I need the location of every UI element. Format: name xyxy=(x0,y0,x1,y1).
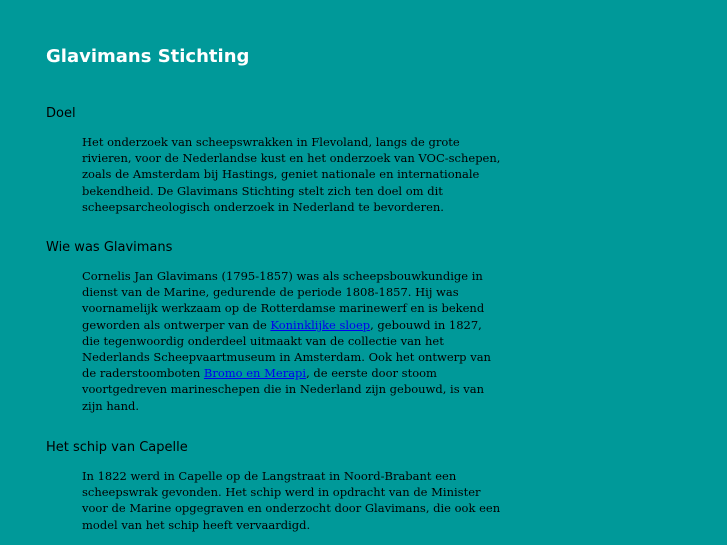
text-segment: Cornelis Jan Glavimans (1795-1857) was als scheepsbouwkundige in dienst van de Marine, gedurende de periode 1808-1857. Hij was voornamelijk werkzaam op de Rotterdamse marinewerf en is bekend geworden als ontwerper van de xyxy=(82,269,485,332)
section-text-doel: Het onderzoek van scheepswrakken in Flevoland, langs de grote rivieren, voor de Nederlandse kust en het onderzoek van VOC-schepen, zoals de Amsterdam bij Hastings, geniet nationale en internationale bekendheid. De Glavimans Stichting stelt zich ten doel om dit scheepsarcheologisch onderzoek in Nederland te bevorderen. xyxy=(82,135,501,214)
link-koninklijke-sloep[interactable]: Koninklijke sloep xyxy=(270,317,371,332)
section-heading-het-schip-van-capelle: Het schip van Capelle xyxy=(46,440,188,455)
text-segment: , gebouwd in 1827, die tegenwoordig onderdeel uitmaakt van de collectie van het Nederlands Scheepvaartmuseum in Amsterdam. Ook het ontwerp van de raderstoomboten xyxy=(82,317,491,381)
section-text-wie-was-glavimans xyxy=(82,268,502,414)
section-heading-wie-was-glavimans: Wie was Glavimans xyxy=(46,240,173,255)
link-bromo-en-merapi[interactable]: Bromo en Merapi xyxy=(203,366,307,381)
section-heading-doel: Doel xyxy=(46,106,76,121)
text-segment: , de eerste door stoom voortgedreven marineschepen die in Nederland zijn gebouwd, is van zijn hand. xyxy=(82,366,485,413)
page-title: Glavimans Stichting xyxy=(46,46,250,67)
section-text-het-schip-van-capelle: In 1822 werd in Capelle op de Langstraat in Noord-Brabant een scheepswrak gevonden. Het schip werd in opdracht van de Minister voor de Marine opgegraven en onderzocht door Glavimans, die ook een model van het schip heeft vervaardigd. xyxy=(82,469,501,532)
